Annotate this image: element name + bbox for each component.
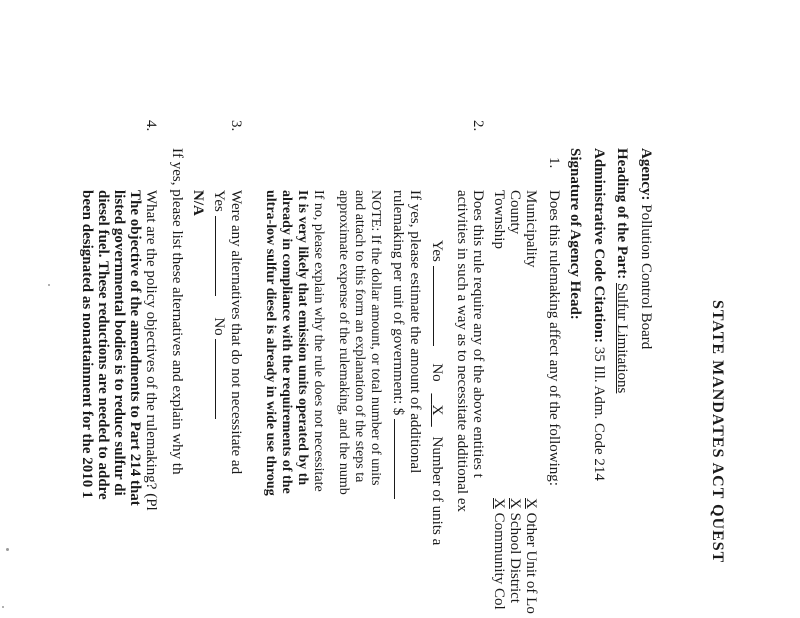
q2-line2: activities in such a way as to necessitate additional ex [454, 190, 470, 512]
q1-option-school-district [507, 498, 522, 603]
document-title: STATE MANDATES ACT QUEST [709, 300, 726, 564]
q3-ifyes-line: If yes, please list these alternatives and explain why th [169, 148, 185, 475]
q3-answer: N/A [190, 190, 206, 216]
heading-value: Sulfur Limitations [614, 282, 630, 394]
q4-line1: What are the policy objectives of the rulemaking? (Pl [143, 190, 159, 511]
agency-line [638, 148, 653, 349]
agency-value: Pollution Control Board [638, 204, 654, 350]
signature-label: Signature of Agency Head: [567, 148, 583, 320]
q2-ifno-line: If no, please explain why the rule does not necessitate [311, 190, 326, 492]
q2-yes-no-line [429, 240, 445, 545]
q4-number: 4. [143, 120, 159, 132]
q3-number: 3. [228, 120, 244, 132]
q2-yes-label: Yes [429, 240, 445, 262]
q1-option-school-district-mark: X [507, 498, 523, 509]
q2-no-label: No [429, 363, 445, 382]
q2-line1: Does this rule require any of the above entities t [470, 190, 486, 478]
q2-estimate-line1: If yes, please estimate the amount of additional [407, 190, 423, 474]
q2-no-mark-x: X [429, 404, 445, 416]
q1-option-other-unit-label: Other Unit of Lo [523, 512, 539, 614]
q2-note-line1: NOTE: If the dollar amount, or total number of units [368, 190, 383, 486]
q2-estimate-line2 [390, 190, 406, 499]
q1-option-community-college-label: Community Col [491, 512, 507, 610]
code-citation-line [591, 148, 606, 481]
scan-speck [48, 284, 50, 286]
q1-number: 1. [546, 157, 562, 169]
q2-answer-line3: ultra-low sulfur diesel is already in wide use throug [263, 190, 278, 496]
q3-no-label: No [211, 317, 227, 336]
q2-note-line2: and attach to this form an explanation of the steps ta [352, 190, 367, 483]
q4-answer-line3: diesel fuel. These reductions are needed to addre [95, 190, 111, 500]
q3-yes-label: Yes [211, 190, 227, 212]
q2-no-mark [429, 393, 445, 426]
q2-note-line3: approximate expense of the rulemaking, and the numb [336, 190, 351, 495]
q2-number: 2. [470, 120, 486, 132]
q3-yes-blank [215, 216, 227, 296]
q1-option-community-college [491, 498, 506, 610]
heading-label: Heading of the Part: [614, 148, 630, 280]
q3-line1: Were any alternatives that do not necessitate ad [228, 190, 244, 475]
code-citation-label: Administrative Code Citation: [591, 148, 607, 343]
q4-answer-line2: listed governmental bodies is to reduce sulfur di [111, 190, 127, 496]
heading-line [614, 148, 629, 393]
q1-option-community-college-mark: X [491, 498, 507, 509]
q4-answer-line1: The objective of the amendments to Part 214 that [127, 190, 143, 506]
q2-answer-line1: It is very likely that emission units operated by th [295, 190, 310, 486]
q2-estimate-text: rulemaking per unit of government: $ [390, 190, 406, 416]
q3-yes-no-line [211, 190, 227, 419]
q1-option-other-unit-mark: X [523, 498, 539, 509]
q1-option-school-district-label: School District [507, 512, 523, 604]
scan-speck [6, 548, 9, 551]
agency-label: Agency: [638, 148, 654, 201]
q2-units-label: Number of units a [429, 436, 445, 546]
q4-answer-line4: been designated as nonattainment for the 2010 1 [79, 190, 95, 499]
q1-option-other-unit [523, 498, 538, 614]
code-citation-value: 35 Ill. Adm. Code 214 [591, 346, 607, 481]
q1-option-county: County [507, 190, 523, 235]
q2-estimate-blank [394, 419, 406, 499]
q3-no-blank [215, 339, 227, 419]
q1-option-municipality: Municipality [523, 190, 539, 268]
q1-option-township: Township [491, 190, 507, 249]
q1-text: Does this rulemaking affect any of the following: [546, 190, 562, 486]
scan-speck [2, 606, 4, 608]
q2-yes-blank [433, 266, 445, 346]
q2-answer-line2: already in compliance with the requirements of the [279, 190, 294, 494]
